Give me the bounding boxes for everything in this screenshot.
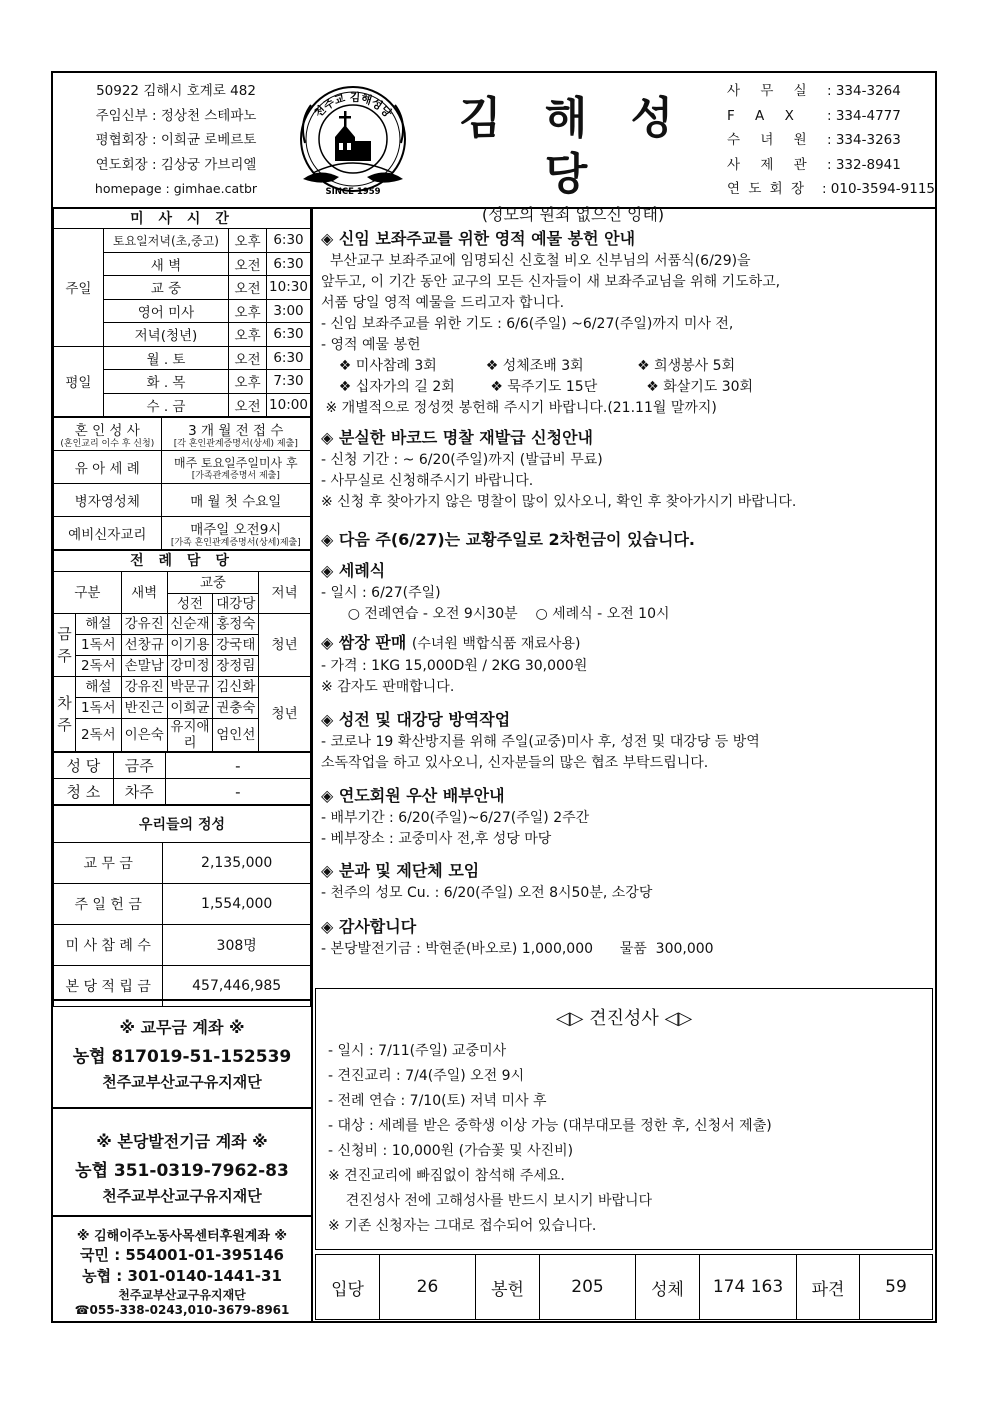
this-week-label: 금주: [54, 614, 76, 677]
homepage: homepage : gimhae.catbr: [94, 181, 258, 196]
tithe-account: ※ 교무금 계좌 ※ 농협 817019-51-152539 천주교부산교구유지재단: [53, 999, 311, 1109]
duty-roster: 성 당 금주 - 청 소 차주 -: [53, 752, 311, 805]
sunday-label: 주일: [54, 229, 104, 347]
stat-label: 파견: [797, 1255, 860, 1319]
mass-schedule: 미 사 시 간 주일 토요일저녁(초,중고) 오후 6:30 새 벽 오전 6:30 교 중 오전 10:30 영어 미사 오후 3:00 저녁(청년) 오후 6:30 평일 월 . 토 오전 6:30 화 . 목 오후 7:30 수 . 금 오전 10:00: [53, 207, 311, 417]
logo-since: SINCE 1959: [325, 187, 381, 197]
header-info: [61, 79, 291, 202]
stat-value: 174 163: [700, 1255, 797, 1319]
cleaning-duty: 청 소: [54, 779, 114, 805]
sacrament-marriage: 혼 인 성 사 (혼인교리 이수 후 신청): [54, 418, 162, 451]
stat-label: 봉헌: [476, 1255, 540, 1319]
legion-president: 연도회장 : 김상궁 가브리엘: [95, 156, 257, 173]
offering-label: 본 당 적 립 금: [54, 966, 163, 1007]
development-account: ※ 본당발전기금 계좌 ※ 농협 351-0319-7962-83 천주교부산교구유지재단: [53, 1107, 311, 1217]
stat-value: 26: [380, 1255, 476, 1319]
sacraments: 혼 인 성 사 (혼인교리 이수 후 신청) 3 개 월 전 접 수 [각 혼인관계증명서(상세) 제출] 유 아 세 례 매주 토요일주일미사 후 [가족관계증명서 제출] 병자영성체 매 월 첫 수요일 예비신자교리 매주일 오전9시 [가족 혼인관계증명서(상세)제출]: [53, 417, 311, 550]
offering-label: 주 일 헌 금: [54, 884, 163, 925]
offering-label: 교 무 금: [54, 843, 163, 884]
offering-label: 미 사 참 례 수: [54, 925, 163, 966]
notice-thanks: ◈ 감사합니다 - 본당발전기금 : 박현준(바오로) 1,000,000 물품 300,000: [321, 917, 714, 957]
offering-title: 우리들의 정성: [54, 806, 311, 843]
migrant-center-account: ※ 김해이주노동사목센터후원계좌 ※ 국민 : 554001-01-395146 농협 : 301-0140-1441-31 천주교부산교구유지재단 ☎055-338-0243,010-3679-8961: [53, 1215, 311, 1325]
bulletin-frame: [51, 71, 937, 1323]
liturgy-title: 전 례 담 당: [54, 551, 311, 572]
confirmation-title: ◁▷ 견진성사 ◁▷: [555, 1008, 693, 1029]
stat-label: 입당: [316, 1255, 380, 1319]
contact-list: [723, 79, 935, 202]
contact-convent: 수 녀 원 : 334-3263: [727, 132, 901, 148]
weekday-label: 평일: [54, 346, 104, 417]
left-column: [53, 207, 313, 1323]
notice-meetings: ◈ 분과 및 제단체 모임 - 천주의 성모 Cu. : 6/20(주일) 오전 8시50분, 소강당: [321, 861, 653, 901]
stat-label: 성체: [636, 1255, 700, 1319]
notice-umbrella: ◈ 연도회원 우산 배부안내 - 배부기간 : 6/20(주일)~6/27(주일) 2주간 - 베부장소 : 교중미사 전,후 성당 마당: [321, 786, 590, 847]
notice-ssamjang: ◈ 쌈장 판매 (수녀원 백합식품 재료사용) - 가격 : 1KG 15,000D원 / 2KG 30,000원 ※ 감자도 판매합니다.: [321, 633, 588, 695]
logo-ring-text: 천주교 김해성당: [311, 90, 395, 120]
parish-logo-icon: [289, 81, 417, 199]
council-president: 평협회장 : 이희균 로베르토: [95, 132, 257, 148]
notice-papal-sunday: ◈ 다음 주(6/27)는 교황주일로 2차헌금이 있습니다.: [321, 530, 695, 549]
parish-subtitle: (성모의 원죄 없으신 잉태): [481, 205, 665, 224]
mass-title: 미 사 시 간: [54, 207, 311, 229]
next-week-label: 차주: [54, 677, 76, 752]
notice-disinfection: ◈ 성전 및 대강당 방역작업 - 코로나 19 확산방지를 위해 주일(교중)미사 후, 성전 및 대강당 등 방역 소독작업을 하고 있사오니, 신자분들의 많은 협조 부탁드립니다.: [321, 710, 760, 771]
pastor: 주임신부 : 정상천 스테파노: [95, 107, 257, 124]
offering-table: 우리들의 정성 교 무 금 2,135,000 주 일 헌 금 1,554,000 미 사 참 례 수 308명 본 당 적 립 금 457,446,985: [53, 805, 311, 1007]
flowers-duty: 성 당: [54, 753, 114, 779]
sacrament-infant-baptism: 유 아 세 례: [54, 451, 162, 484]
stat-value: 59: [885, 1277, 907, 1297]
address: 50922 김해시 호계로 482: [96, 83, 256, 99]
sacrament-sick-communion: 병자영성체: [54, 484, 162, 517]
parish-title: 김 해 성 당: [458, 93, 688, 200]
notice-barcode: ◈ 분실한 바코드 명찰 재발급 신청안내 - 신청 기간 : ~ 6/20(주일)까지 (발급비 무료) - 사무실로 신청해주시기 바랍니다. ※ 신청 후 찾아가지 않은 명찰이 많이 있사오니, 확인 후 찾아가시기 바랍니다.: [321, 428, 797, 510]
stat-value: 205: [540, 1255, 636, 1319]
liturgy-roster: 전 례 담 당 구분 새벽 교중 저녁 성전 대강당 금주 해설 강유진 신순재 홍정숙 청년 1독서 선창규 이기용 강국태 2독서 손말남 강미정 장정림 차주 해설 강유진 박문규 김신화 청년 1독서 반진근 이희균 권충숙 2독서 이은숙 유지애리 엄인선: [53, 550, 311, 752]
attendance-stats: [315, 1254, 933, 1320]
contact-fax: F A X : 334-4777: [727, 107, 901, 124]
sacrament-catechumen: 예비신자교리: [54, 517, 162, 550]
notice-baptism: ◈ 세례식 - 일시 : 6/27(주일) ○ 전례연습 - 오전 9시30분 ○ 세례식 - 오전 10시: [321, 561, 670, 622]
contact-rectory: 사 제 관 : 332-8941: [727, 156, 901, 173]
notice-bishop: ◈ 신임 보좌주교를 위한 영적 예물 봉헌 안내 부산교구 보좌주교에 임명되신 신호철 비오 신부님의 서품식(6/29)을 앞두고, 이 기간 동안 교구의 모든 신자들이 새 보좌주교님을 위해 기도하고, 서품 당일 영적 예물을 드리고자 합니다. - 신임 보좌주교를 위한 기도 : 6/6(주일) ~6/27(주일)까지 미사 전, - 영적 예물 봉헌 ❖ 미사참례 3회 ❖ 성체조배 3회 ❖ 희생봉사 5회 ❖ 십자가의 길 2회 ❖ 묵주기도 15단 ❖ 화살기도 30회 ※ 개별적으로 정성껏 봉헌해 주시기 바랍니다.(21.11월 말까지): [321, 229, 781, 416]
contact-office: 사 무 실 : 334-3264: [727, 83, 901, 99]
contact-legion: 연 도 회 장 : 010-3594-9115: [727, 181, 935, 197]
confirmation-box: ◁▷ 견진성사 ◁▷ - 일시 : 7/11(주일) 교중미사 - 견진교리 : 7/4(주일) 오전 9시 - 전례 연습 : 7/10(토) 저녁 미사 후 - 대상 : 세례를 받은 중학생 이상 가능 (대부대모를 정한 후, 신청서 제출) - 신청비 : 10,000원 (가슴꽃 및 사진비) ※ 견진교리에 빠짐없이 참석해 주세요. 견진성사 전에 고해성사를 반드시 보시기 바랍니다 ※ 기존 신청자는 그대로 접수되어 있습니다.: [315, 988, 933, 1250]
